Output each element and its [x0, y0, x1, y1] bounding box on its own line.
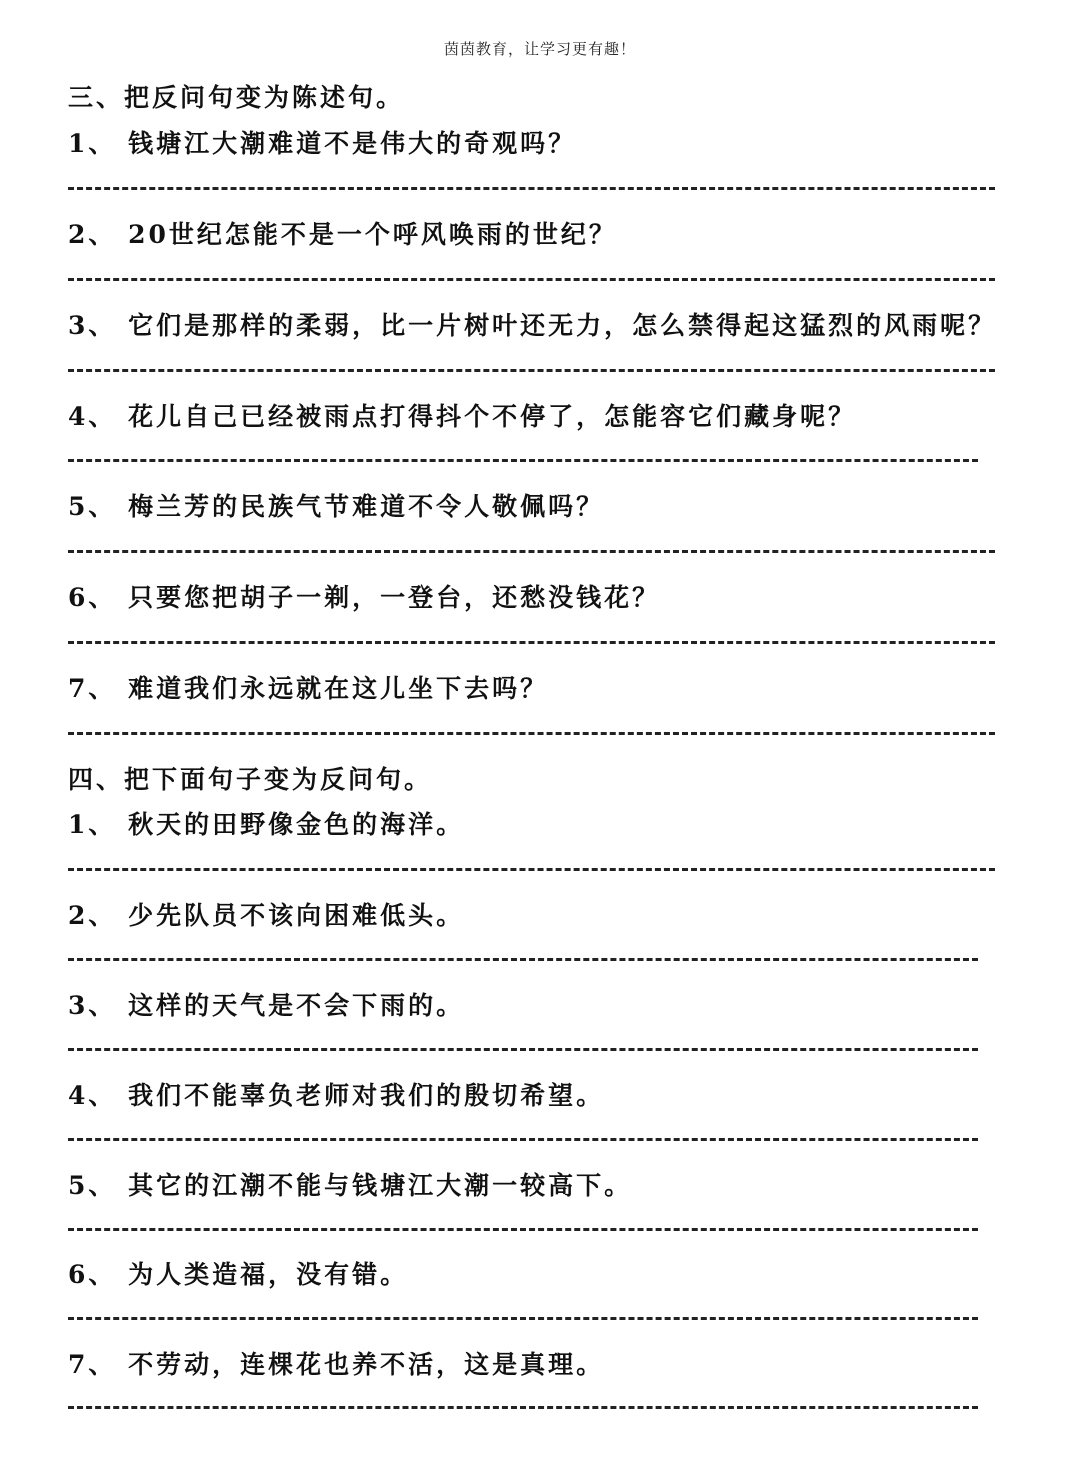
answer-line[interactable]	[68, 958, 978, 961]
question: 7、 难道我们永远就在这儿坐下去吗？	[68, 674, 549, 703]
answer-line[interactable]	[68, 1228, 978, 1231]
question: 3、 这样的天气是不会下雨的。	[68, 991, 465, 1020]
answer-line[interactable]	[68, 1048, 978, 1051]
answer-line[interactable]	[68, 1406, 978, 1409]
answer-line[interactable]	[68, 369, 995, 372]
answer-line[interactable]	[68, 641, 995, 644]
question: 5、 梅兰芳的民族气节难道不令人敬佩吗？	[68, 492, 605, 521]
question: 2、 少先队员不该向困难低头。	[68, 901, 465, 930]
question: 6、 只要您把胡子一剃，一登台，还愁没钱花？	[68, 583, 661, 612]
section-title: 四、把下面句子变为反问句。	[68, 765, 433, 794]
question: 6、 为人类造福，没有错。	[68, 1260, 409, 1289]
question: 7、 不劳动，连棵花也养不活，这是真理。	[68, 1350, 605, 1379]
answer-line[interactable]	[68, 278, 995, 281]
answer-line[interactable]	[68, 550, 995, 553]
answer-line[interactable]	[68, 187, 995, 190]
answer-line[interactable]	[68, 732, 995, 735]
question: 4、 花儿自己已经被雨点打得抖个不停了，怎能容它们藏身呢？	[68, 402, 857, 431]
question: 5、 其它的江潮不能与钱塘江大潮一较高下。	[68, 1171, 633, 1200]
question: 1、 钱塘江大潮难道不是伟大的奇观吗？	[68, 129, 577, 158]
answer-line[interactable]	[68, 459, 978, 462]
answer-line[interactable]	[68, 1138, 978, 1141]
question: 1、 秋天的田野像金色的海洋。	[68, 810, 465, 839]
question: 2、 20世纪怎能不是一个呼风唤雨的世纪？	[68, 220, 617, 249]
page-header: 茵茵教育，让学习更有趣！	[443, 40, 636, 58]
answer-line[interactable]	[68, 1317, 978, 1320]
answer-line[interactable]	[68, 868, 995, 871]
question: 4、 我们不能辜负老师对我们的殷切希望。	[68, 1081, 605, 1110]
question: 3、 它们是那样的柔弱，比一片树叶还无力，怎么禁得起这猛烈的风雨呢？	[68, 311, 997, 340]
section-title: 三、把反问句变为陈述句。	[68, 83, 405, 112]
